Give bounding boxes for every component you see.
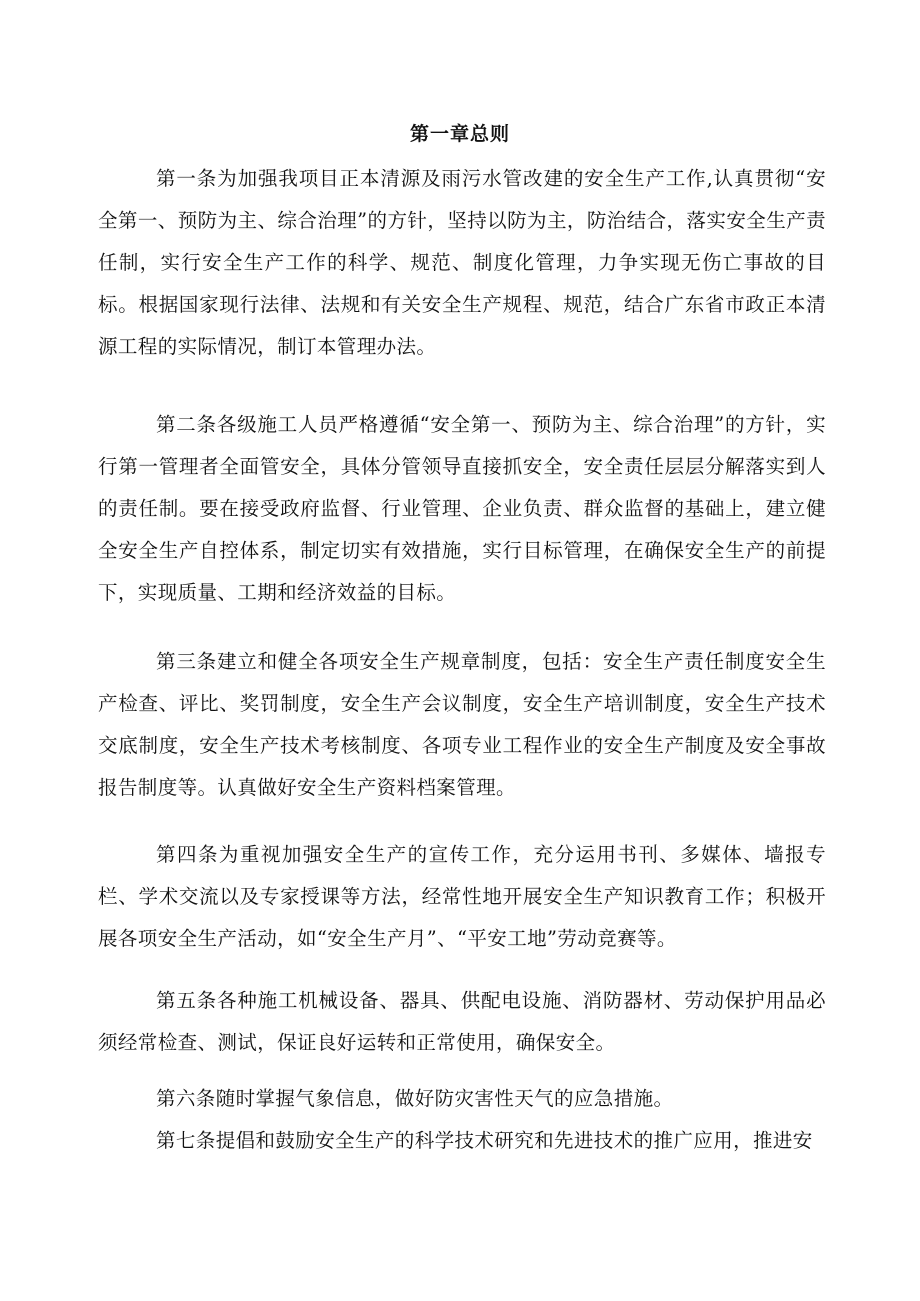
article-2: 第二条各级施工人员严格遵循“安全第一、预防为主、综合治理”的方针，实行第一管理者全面管安全，具体分管领导直接抓安全，安全责任层层分解落实到人的责任制。要在接受政府监督、行业管理、企业负责、群众监督的基础上，建立健全安全生产自控体系，制定切实有效措施，实行目标管理，在确保安全生产的前提下，实现质量、工期和经济效益的目标。 <box>98 413 826 604</box>
article-1: 第一条为加强我项目正本清源及雨污水管改建的安全生产工作,认真贯彻“安全第一、预防为主、综合治理”的方针，坚持以防为主，防治结合，落实安全生产责任制，实行安全生产工作的科学、规范、制度化管理，力争实现无伤亡事故的目标。根据国家现行法律、法规和有关安全生产规程、规范，结合广东省市政正本清源工程的实际情况，制订本管理办法。 <box>98 167 826 358</box>
chapter-title: 第一章总则 <box>409 123 510 145</box>
article-4: 第四条为重视加强安全生产的宣传工作，充分运用书刊、多媒体、墙报专栏、学术交流以及专家授课等方法，经常性地开展安全生产知识教育工作；积极开展各项安全生产活动，如“安全生产月”、“平安工地”劳动竞赛等。 <box>98 843 826 950</box>
article-3: 第三条建立和健全各项安全生产规章制度，包括：安全生产责任制度安全生产检查、评比、奖罚制度，安全生产会议制度，安全生产培训制度，安全生产技术交底制度，安全生产技术考核制度、各项专业工程作业的安全生产制度及安全事故报告制度等。认真做好安全生产资料档案管理。 <box>98 650 826 799</box>
article-7: 第七条提倡和鼓励安全生产的科学技术研究和先进技术的推广应用，推进安 <box>156 1129 813 1152</box>
article-6: 第六条随时掌握气象信息，做好防灾害性天气的应急措施。 <box>156 1087 674 1110</box>
article-5: 第五条各种施工机械设备、器具、供配电设施、消防器材、劳动保护用品必须经常检查、测试，保证良好运转和正常使用，确保安全。 <box>98 989 826 1054</box>
